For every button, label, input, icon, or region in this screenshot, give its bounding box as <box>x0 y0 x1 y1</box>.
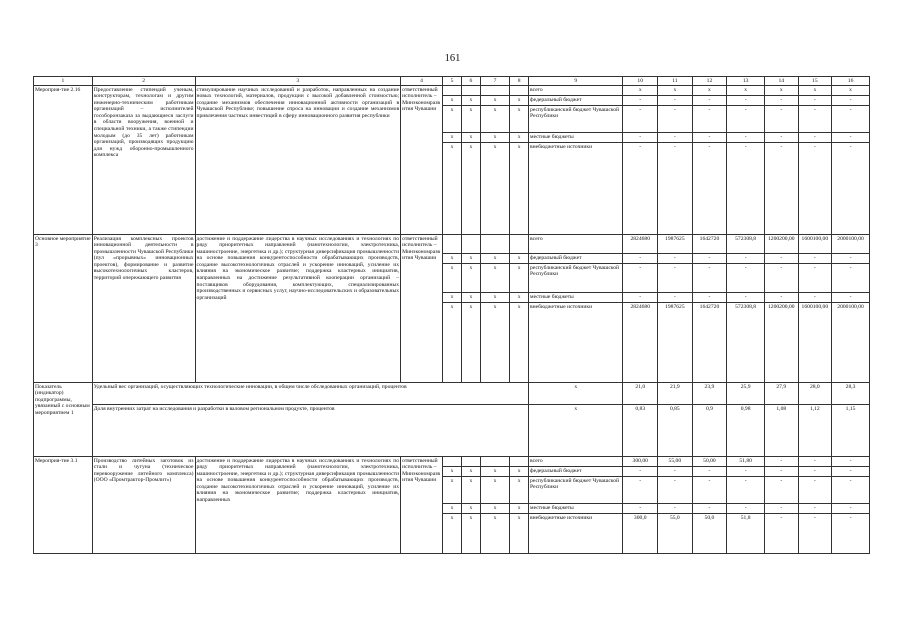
amount-cell: - <box>765 457 799 467</box>
indicator-value: 0,9 <box>692 405 727 457</box>
activity-executor: ответственный исполнитель – Минэкономразвития Чувашии <box>401 235 443 383</box>
funding-source: федеральный бюджет <box>529 96 623 106</box>
amount-cell: - <box>727 467 765 477</box>
amount-cell: - <box>832 133 870 143</box>
table-body <box>34 77 870 554</box>
classification-cell: x <box>461 106 480 133</box>
amount-cell: - <box>623 96 658 106</box>
funding-source: всего <box>529 86 623 96</box>
amount-cell: 55,0 <box>658 514 693 554</box>
amount-cell: x <box>692 86 727 96</box>
amount-cell: - <box>798 457 832 467</box>
amount-cell: 300,0 <box>623 514 658 554</box>
activity-title: Производство литейных заготовок из стали и чугуна (техническое перевооружение литейного комплекса) (ООО «Промтрактор-Промлит») <box>92 457 195 554</box>
amount-cell: - <box>692 106 727 133</box>
amount-cell: - <box>692 96 727 106</box>
amount-cell: - <box>832 293 870 303</box>
indicator-row <box>34 405 870 457</box>
table-row <box>34 457 870 467</box>
amount-cell: 1200200,00 <box>765 303 799 383</box>
amount-cell: - <box>727 96 765 106</box>
funding-source: местные бюджеты <box>529 133 623 143</box>
classification-cell: x <box>510 477 529 504</box>
amount-cell: x <box>798 86 832 96</box>
amount-cell: - <box>798 504 832 514</box>
amount-cell: - <box>658 293 693 303</box>
amount-cell: 1600100,00 <box>798 235 832 254</box>
indicator-x: x <box>529 405 623 457</box>
amount-cell: - <box>623 264 658 293</box>
amount-cell: x <box>832 86 870 96</box>
amount-cell: - <box>658 96 693 106</box>
activity-title: Предоставление стипендий ученым, конструкторам, технологам и другим инженерно-техническим работникам организаций – исполнителей гособоронзаказа за выдающиеся заслуги в области вооружения, военной и специальной техники, а также стипендии молодым (до 35 лет) работникам организаций, производящих продукцию для нужд оборонно-промышленного комплекса <box>92 86 195 235</box>
column-number: 2 <box>92 77 195 86</box>
activity-code: Мероприя-тие 2.16 <box>34 86 93 235</box>
funding-source: внебюджетные источники <box>529 514 623 554</box>
classification-cell: x <box>510 264 529 293</box>
column-number: 7 <box>480 77 509 86</box>
amount-cell: - <box>623 254 658 264</box>
classification-cell: x <box>480 96 509 106</box>
indicator-value: 21,9 <box>658 383 693 405</box>
classification-cell: x <box>480 504 509 514</box>
amount-cell: 1600100,00 <box>798 303 832 383</box>
classification-cell: x <box>480 467 509 477</box>
amount-cell: - <box>727 264 765 293</box>
classification-cell: x <box>461 133 480 143</box>
column-number: 14 <box>765 77 799 86</box>
amount-cell: - <box>623 106 658 133</box>
indicator-row <box>34 383 870 405</box>
amount-cell: - <box>623 477 658 504</box>
amount-cell: x <box>658 86 693 96</box>
column-number: 11 <box>658 77 693 86</box>
activity-executor: ответственный исполнитель – Минэкономразвития Чувашии <box>401 457 443 554</box>
amount-cell: 51,80 <box>727 457 765 467</box>
amount-cell: 2824680 <box>623 235 658 254</box>
activity-goal: достижение и поддержание лидерства в научных исследованиях и технологиях по ряду приоритетных направлений (нанотехнологии, электротехника, машиностроение, энергетика и др.); структурная диверсификация промышленности на основе повышения конкурентоспособности обрабатывающих производств, создание высокотехнологичных отраслей и ускорение инноваций, усиление их влияния на экономическое развитие; поддержка кластерных инициатив, направленных <box>195 457 401 554</box>
classification-cell: x <box>461 514 480 554</box>
classification-cell: x <box>443 467 462 477</box>
amount-cell: - <box>765 514 799 554</box>
classification-cell <box>443 457 462 467</box>
classification-cell: x <box>480 143 509 235</box>
classification-cell: x <box>461 467 480 477</box>
amount-cell: 1642720 <box>692 235 727 254</box>
classification-cell: x <box>510 254 529 264</box>
amount-cell: - <box>623 143 658 235</box>
table-row <box>34 86 870 96</box>
classification-cell: x <box>480 133 509 143</box>
amount-cell: - <box>658 467 693 477</box>
classification-cell <box>480 457 509 467</box>
classification-cell: x <box>461 254 480 264</box>
column-number: 16 <box>832 77 870 86</box>
classification-cell: x <box>443 303 462 383</box>
classification-cell: x <box>510 293 529 303</box>
amount-cell: - <box>832 143 870 235</box>
indicator-value: 23,9 <box>692 383 727 405</box>
amount-cell: - <box>727 133 765 143</box>
activity-executor: ответственный исполнитель – Минэкономразвития Чувашии <box>401 86 443 235</box>
amount-cell: 51,8 <box>727 514 765 554</box>
amount-cell: - <box>832 467 870 477</box>
indicator-value: 1,15 <box>832 405 870 457</box>
amount-cell: 2000100,00 <box>832 235 870 254</box>
classification-cell: x <box>510 303 529 383</box>
amount-cell: - <box>727 504 765 514</box>
column-number: 1 <box>34 77 93 86</box>
classification-cell <box>480 235 509 254</box>
amount-cell: 50,0 <box>692 514 727 554</box>
column-number: 9 <box>529 77 623 86</box>
amount-cell: - <box>832 96 870 106</box>
amount-cell: - <box>832 514 870 554</box>
funding-source: всего <box>529 457 623 467</box>
amount-cell: - <box>692 293 727 303</box>
amount-cell: - <box>765 106 799 133</box>
classification-cell: x <box>480 106 509 133</box>
amount-cell: 300,00 <box>623 457 658 467</box>
amount-cell: - <box>727 293 765 303</box>
amount-cell: - <box>658 106 693 133</box>
funding-source: федеральный бюджет <box>529 254 623 264</box>
classification-cell: x <box>510 133 529 143</box>
amount-cell: - <box>692 504 727 514</box>
amount-cell: - <box>765 467 799 477</box>
classification-cell <box>443 235 462 254</box>
amount-cell: - <box>798 293 832 303</box>
classification-cell: x <box>480 264 509 293</box>
amount-cell: 50,00 <box>692 457 727 467</box>
column-number: 15 <box>798 77 832 86</box>
amount-cell: - <box>798 254 832 264</box>
amount-cell: - <box>658 143 693 235</box>
column-number: 8 <box>510 77 529 86</box>
activity-goal: стимулирование научных исследований и разработок, направленных на создание новых технологий, материалов, продукции с высокой добавленной стоимостью; создание механизмов обеспечения инновационной активности организаций в Чувашской Республике; повышение спроса на инновации и создание механизмов привлечения частных инвестиций в сферу инновационного развития республики <box>195 86 401 235</box>
amount-cell: - <box>692 133 727 143</box>
activity-title: Реализация комплексных проектов инновационной деятельности в промышленности Чувашской Республики (пул «прорывных» инновационных проектов), формирование и развитие высокотехнологичных кластеров, территорий опережающего развития <box>92 235 195 383</box>
amount-cell: - <box>692 254 727 264</box>
indicator-value: 0,98 <box>727 405 765 457</box>
indicator-value: 28,3 <box>832 383 870 405</box>
classification-cell: x <box>461 143 480 235</box>
classification-cell <box>461 457 480 467</box>
amount-cell: - <box>658 254 693 264</box>
column-number-row <box>34 77 870 86</box>
funding-source: республиканский бюджет Чувашской Республики <box>529 106 623 133</box>
amount-cell: 1987625 <box>658 303 693 383</box>
amount-cell: - <box>765 96 799 106</box>
classification-cell: x <box>461 504 480 514</box>
amount-cell: - <box>765 504 799 514</box>
activity-code: Мероприя-тие 3.1 <box>34 457 93 554</box>
amount-cell: x <box>765 86 799 96</box>
amount-cell: - <box>727 254 765 264</box>
amount-cell: - <box>623 293 658 303</box>
amount-cell: - <box>623 467 658 477</box>
funding-source: местные бюджеты <box>529 293 623 303</box>
amount-cell: - <box>798 133 832 143</box>
funding-source: республиканский бюджет Чувашской Республики <box>529 264 623 293</box>
amount-cell: - <box>727 106 765 133</box>
amount-cell: x <box>727 86 765 96</box>
amount-cell: 1642720 <box>692 303 727 383</box>
funding-source: всего <box>529 235 623 254</box>
classification-cell: x <box>461 96 480 106</box>
amount-cell: - <box>832 457 870 467</box>
amount-cell: - <box>798 514 832 554</box>
indicator-text: Доля внутренних затрат на исследования и разработки в валовом региональном продукте, процентов <box>92 405 528 457</box>
indicator-value: 21,0 <box>623 383 658 405</box>
amount-cell: - <box>765 143 799 235</box>
classification-cell: x <box>510 467 529 477</box>
classification-cell: x <box>461 477 480 504</box>
amount-cell: - <box>765 264 799 293</box>
amount-cell: - <box>692 467 727 477</box>
amount-cell: - <box>832 106 870 133</box>
classification-cell <box>510 457 529 467</box>
indicator-value: 0,85 <box>658 405 693 457</box>
classification-cell: x <box>443 143 462 235</box>
classification-cell: x <box>443 254 462 264</box>
amount-cell: 572308,8 <box>727 235 765 254</box>
classification-cell <box>510 86 529 96</box>
classification-cell: x <box>480 254 509 264</box>
classification-cell: x <box>480 293 509 303</box>
activity-goal: достижение и поддержание лидерства в научных исследованиях и технологиях по ряду приоритетных направлений (нанотехнологии, электротехника, машиностроение, энергетика и др.); структурная диверсификация промышленности на основе повышения конкурентоспособности обрабатывающих производств, создание высокотехнологичных отраслей и ускорение инноваций, усиление их влияния на экономическое развитие; поддержка кластерных инициатив, направленных на достижение результативной кооперации организаций – поставщиков оборудования, комплектующих, специализированных производственных и сервисных услуг, научно-исследовательских и образовательных организаций <box>195 235 401 383</box>
amount-cell: - <box>832 477 870 504</box>
amount-cell: - <box>623 133 658 143</box>
amount-cell: - <box>658 133 693 143</box>
amount-cell: - <box>798 477 832 504</box>
column-number: 4 <box>401 77 443 86</box>
column-number: 3 <box>195 77 401 86</box>
amount-cell: - <box>623 504 658 514</box>
classification-cell: x <box>480 477 509 504</box>
amount-cell: - <box>658 264 693 293</box>
funding-source: местные бюджеты <box>529 504 623 514</box>
amount-cell: 2000100,00 <box>832 303 870 383</box>
classification-cell: x <box>461 264 480 293</box>
amount-cell: - <box>798 264 832 293</box>
amount-cell: - <box>798 106 832 133</box>
classification-cell <box>461 86 480 96</box>
classification-cell <box>443 86 462 96</box>
classification-cell: x <box>443 293 462 303</box>
page-number: 161 <box>444 53 461 64</box>
classification-cell: x <box>443 96 462 106</box>
amount-cell: 55,00 <box>658 457 693 467</box>
column-number: 6 <box>461 77 480 86</box>
classification-cell: x <box>461 303 480 383</box>
amount-cell: 1987625 <box>658 235 693 254</box>
indicator-value: 0,83 <box>623 405 658 457</box>
amount-cell: x <box>623 86 658 96</box>
column-number: 10 <box>623 77 658 86</box>
table-row <box>34 235 870 254</box>
column-number: 12 <box>692 77 727 86</box>
classification-cell: x <box>510 514 529 554</box>
indicator-value: 1,08 <box>765 405 799 457</box>
classification-cell: x <box>480 514 509 554</box>
classification-cell: x <box>443 264 462 293</box>
indicator-x: x <box>529 383 623 405</box>
amount-cell: - <box>765 293 799 303</box>
amount-cell: - <box>692 143 727 235</box>
activity-code: Основное мероприятие 3 <box>34 235 93 383</box>
indicator-label: Показатель (индикатор) подпрограммы, увязанный с основным мероприятием 1 <box>34 383 93 457</box>
classification-cell: x <box>443 133 462 143</box>
indicator-value: 25,9 <box>727 383 765 405</box>
funding-source: республиканский бюджет Чувашской Республики <box>529 477 623 504</box>
amount-cell: - <box>798 96 832 106</box>
column-number: 5 <box>443 77 462 86</box>
indicator-value: 1,12 <box>798 405 832 457</box>
classification-cell: x <box>510 96 529 106</box>
amount-cell: - <box>765 254 799 264</box>
funding-source: внебюджетные источники <box>529 143 623 235</box>
classification-cell: x <box>443 477 462 504</box>
indicator-value: 28,0 <box>798 383 832 405</box>
amount-cell: - <box>658 477 693 504</box>
amount-cell: - <box>765 133 799 143</box>
classification-cell: x <box>510 106 529 133</box>
classification-cell <box>510 235 529 254</box>
amount-cell: 572308,8 <box>727 303 765 383</box>
classification-cell: x <box>443 504 462 514</box>
classification-cell <box>461 235 480 254</box>
funding-source: федеральный бюджет <box>529 467 623 477</box>
amount-cell: - <box>798 143 832 235</box>
classification-cell: x <box>461 293 480 303</box>
amount-cell: - <box>798 467 832 477</box>
classification-cell <box>480 86 509 96</box>
classification-cell: x <box>510 143 529 235</box>
classification-cell: x <box>443 106 462 133</box>
classification-cell: x <box>510 504 529 514</box>
amount-cell: - <box>727 143 765 235</box>
column-number: 13 <box>727 77 765 86</box>
amount-cell: - <box>832 504 870 514</box>
program-table <box>33 76 870 554</box>
indicator-value: 27,9 <box>765 383 799 405</box>
amount-cell: - <box>692 477 727 504</box>
classification-cell: x <box>480 303 509 383</box>
classification-cell: x <box>443 514 462 554</box>
indicator-text: Удельный вес организаций, осуществляющих технологические инновации, в общем числе обследованных организаций, процентов <box>92 383 528 405</box>
funding-source: внебюджетные источники <box>529 303 623 383</box>
amount-cell: - <box>765 477 799 504</box>
amount-cell: 2824680 <box>623 303 658 383</box>
amount-cell: - <box>727 477 765 504</box>
amount-cell: - <box>832 264 870 293</box>
amount-cell: - <box>692 264 727 293</box>
amount-cell: - <box>658 504 693 514</box>
amount-cell: 1200200,00 <box>765 235 799 254</box>
amount-cell: - <box>832 254 870 264</box>
